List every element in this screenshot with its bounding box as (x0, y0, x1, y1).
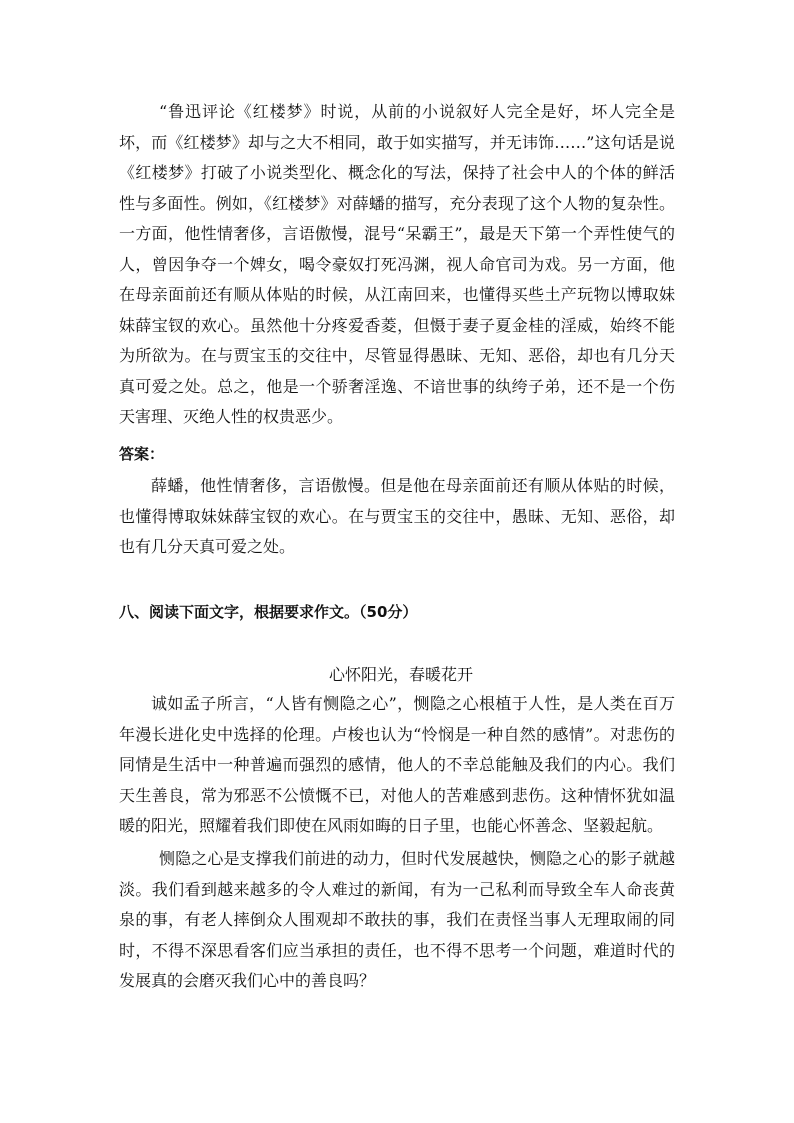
passage-paragraph: “鲁迅评论《红楼梦》时说，从前的小说叙好人完全是好，坏人完全是坏，而《红楼梦》却与之大不相同，敢于如实描写，并无讳饰……”这句话是说《红楼梦》打破了小说类型化、概念化的写法，保持了社会中人的个体的鲜活性与多面性。例如，《红楼梦》对薛蟠的描写，充分表现了这个人物的复杂性。一方面，他性情奢侈，言语傲慢，混号“呆霸王”，最是天下第一个弄性使气的人，曾因争夺一个婢女，喝令豪奴打死冯渊，视人命官司为戏。另一方面，他在母亲面前还有顺从体贴的时候，从江南回来，也懂得买些土产玩物以博取妹妹薛宝钗的欢心。虽然他十分疼爱香菱，但慑于妻子夏金桂的淫威，始终不能为所欲为。在与贾宝玉的交往中，尽管显得愚昧、无知、恶俗，却也有几分天真可爱之处。总之，他是一个骄奢淫逸、不谙世事的纨绔子弟，还不是一个伤天害理、灭绝人性的权贵恶少。 (119, 102, 675, 426)
essay-paragraph: 诚如孟子所言，“人皆有恻隐之心”，恻隐之心根植于人性，是人类在百万年漫长进化史中选择的伦理。卢梭也认为“怜悯是一种自然的感情”。对悲伤的同情是生活中一种普遍而强烈的感情，他人的不幸总能触及我们的内心。我们天生善良，常为邪恶不公愤慨不已，对他人的苦难感到悲伤。这种情怀犹如温暖的阳光，照耀着我们即使在风雨如晦的日子里，也能心怀善念、坚毅起航。 (119, 694, 675, 835)
answer-text: 薛蟠，他性情奢侈，言语傲慢。但是他在母亲面前还有顺从体贴的时候，也懂得博取妹妹薛宝钗的欢心。在与贾宝玉的交往中，愚昧、无知、恶俗，却也有几分天真可爱之处。 (119, 476, 675, 556)
essay-paragraph: 恻隐之心是支撑我们前进的动力，但时代发展越快，恻隐之心的影子就越淡。我们看到越来越多的令人难过的新闻，有为一己私利而导致全车人命丧黄泉的事，有老人摔倒众人围观却不敢扶的事，我们在责怪当事人无理取闹的同时，不得不深思看客们应当承担的责任，也不得不思考一个问题，难道时代的发展真的会磨灭我们心中的善良吗？ (119, 849, 675, 990)
essay-title: 心怀阳光，春暖花开 (328, 665, 473, 684)
answer-label: 答案： (119, 445, 165, 463)
question-eight-heading: 八、阅读下面文字，根据要求作文。（50分） (119, 603, 418, 621)
